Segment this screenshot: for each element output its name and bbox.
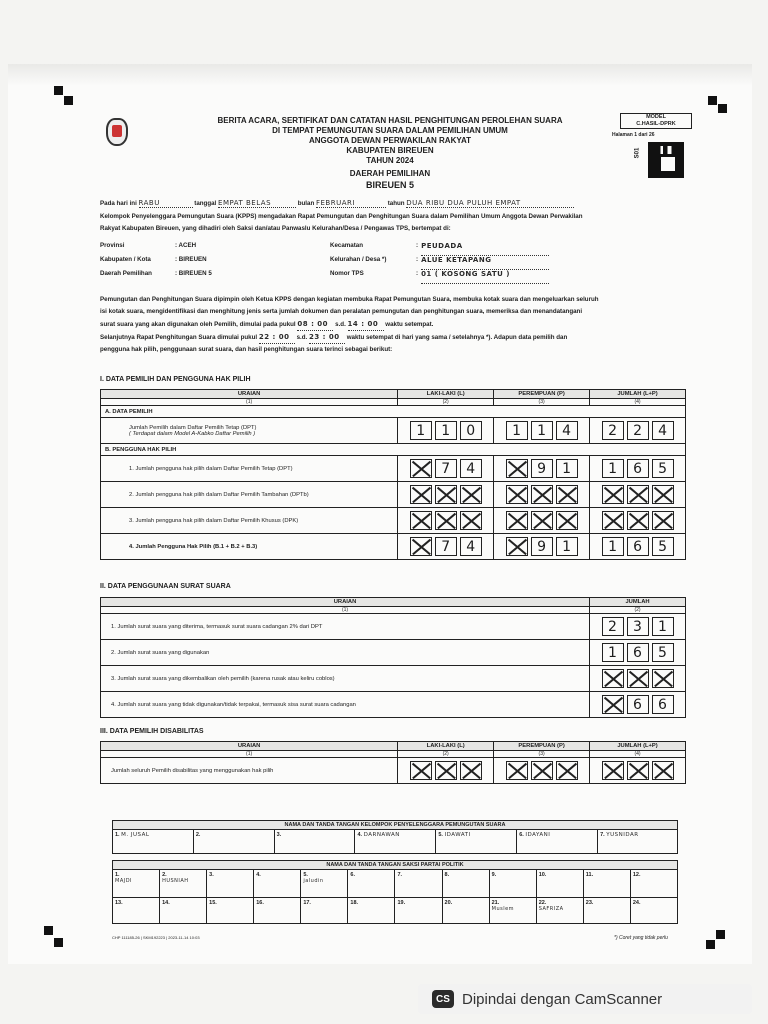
dpt-perempuan-cell [494,418,590,444]
provinsi-value: : ACEH [175,242,197,249]
digit-box: 1 [435,421,457,440]
saksi-cell [536,898,583,924]
digit-box [531,485,553,504]
table-row [101,456,686,482]
digit-box: 1 [531,421,553,440]
kpps-name: YUSNIDAR [606,832,639,838]
saksi-num: 4. [256,872,261,878]
title-line: ANGGOTA DEWAN PERWAKILAN RAKYAT [308,136,472,145]
saksi-cell [489,898,536,924]
col-num: (2) [398,399,494,406]
model-value: C.HASIL-DPRK [636,121,676,127]
digit-box [410,761,432,780]
kpps-num: 2. [195,832,201,838]
model-label: MODEL [646,114,666,120]
corner-marker [718,104,727,113]
b4-label: 4. Jumlah Pengguna Hak Pilih (B.1 + B.2 + B.3) [101,534,398,560]
digit-box [602,695,624,714]
table-header-row [113,821,678,830]
ss1-cell [590,614,686,640]
col-uraian: URAIAN [101,742,398,751]
saksi-num: 20. [444,900,453,906]
digit-box [602,511,624,530]
digit-box: 1 [506,421,528,440]
saksi-cell [301,898,348,924]
col-num: (1) [101,399,398,406]
kpps-row [113,830,678,854]
table-row [101,758,686,784]
corner-marker [716,930,725,939]
digit-box: 7 [435,459,457,478]
digit-box [652,485,674,504]
saksi-cell [207,870,254,898]
saksi-num: 17. [303,900,311,906]
b3-perempuan-cell [494,508,590,534]
digit-box: 5 [652,459,674,478]
title-line: KABUPATEN BIREUEN [346,146,434,155]
table-row [101,444,686,456]
digit-box [556,511,578,530]
table-row [101,692,686,718]
digit-box: 4 [652,421,674,440]
b1-perempuan-cell [494,456,590,482]
tahun-value: DUA RIBU DUA PULUH EMPAT [406,199,574,208]
b4-jumlah-cell [590,534,686,560]
kpps-cell [193,830,274,854]
kpps-name: IDAWATI [444,832,471,838]
col-num: (3) [494,751,590,758]
daerah-label: DAERAH PEMILIHAN [349,169,431,178]
intro-line: Rakyat Kabupaten Bireuen, yang dihadiri oleh Saksi dan/atau Panwaslu Kelurahan/Desa / Pengawas TPS, bertempat di: [100,225,451,232]
waktu-text: waktu setempat. [385,321,434,328]
col-perempuan: PEREMPUAN (P) [494,742,590,751]
saksi-name: SAFRIZA [538,906,564,912]
col-num: (2) [590,607,686,614]
paper-edge [8,64,752,86]
saksi-cell [160,870,207,898]
process-line: pengguna hak pilih, penggunaan surat suara, dan hasil penghitungan suara terinci sebagai berikut: [100,346,393,353]
saksi-num: 7. [397,872,403,878]
table-number-row [101,399,686,406]
dis-perempuan-cell [494,758,590,784]
saksi-num: 16. [256,900,264,906]
b1-jumlah-cell [590,456,686,482]
process-line [100,318,692,331]
table-row [101,482,686,508]
saksi-cell [630,898,677,924]
b3-jumlah-cell [590,508,686,534]
saksi-cell [348,898,395,924]
b3-label: 3. Jumlah pengguna hak pilih dalam Daftar Pemilih Khusus (DPK) [101,508,398,534]
col-laki: LAKI-LAKI (L) [398,742,494,751]
digit-box: 9 [531,459,553,478]
kelurahan-value: ALUE KETAPANG [421,256,549,270]
saksi-cell [395,870,442,898]
col-jumlah: JUMLAH (L+P) [590,390,686,399]
digit-box: 6 [627,643,649,662]
kecamatan-label: Kecamatan [330,242,364,249]
saksi-num: 8. [444,872,450,878]
digit-box [506,485,528,504]
corner-marker [64,96,73,105]
b4-perempuan-cell [494,534,590,560]
digit-box [627,669,649,688]
kpps-cell [517,830,598,854]
date-line [100,199,700,208]
digit-box: 4 [460,537,482,556]
ss2-label: 2. Jumlah surat suara yang digunakan [101,640,590,666]
digit-box: 1 [556,459,578,478]
saksi-row [113,898,678,924]
saksi-cell [489,870,536,898]
digit-box [460,511,482,530]
kpps-num: 4. [357,832,363,838]
ss4-cell [590,692,686,718]
digit-box: 6 [652,695,674,714]
saksi-num: 15. [209,900,217,906]
col-num: (3) [494,399,590,406]
ss4-label: 4. Jumlah surat suara yang tidak digunakan/tidak terpakai, termasuk sisa surat suara cadangan [101,692,590,718]
digit-box: 5 [652,537,674,556]
section-3-table [100,741,686,784]
kpps-name: IDAYANI [525,832,551,838]
digit-box [410,511,432,530]
intro-line: Kelompok Penyelenggara Pemungutan Suara (KPPS) mengadakan Rapat Pemungutan dan Penghitungan Suara dalam Pemilihan Umum Anggota Dewan Perwakilan [100,213,583,220]
ss2-cell [590,640,686,666]
table-row [101,614,686,640]
ss3-label: 3. Jumlah surat suara yang dikembalikan oleh pemilih (karena rusak atau keliru coblos) [101,666,590,692]
b2-label: 2. Jumlah pengguna hak pilih dalam Daftar Pemilih Tambahan (DPTb) [101,482,398,508]
digit-box [410,485,432,504]
saksi-num: 6. [350,872,355,878]
saksi-num: 9. [491,872,497,878]
page-indicator: Halaman 1 dari 26 [612,132,655,138]
process-line: Pemungutan dan Penghitungan Suara dipimpin oleh Ketua KPPS dengan kegiatan membuka Rapat Pemungutan Suara, membuka kotak suara dan mengeluarkan seluruh [100,296,599,303]
dpt-jumlah-cell [590,418,686,444]
title-line: BERITA ACARA, SERTIFIKAT DAN CATATAN HASIL PENGHITUNGAN PEROLEHAN SUARA [217,116,563,125]
saksi-num: 18. [350,900,359,906]
model-box [620,113,692,129]
saksi-cell [301,870,348,898]
digit-box [531,761,553,780]
digit-box [435,761,457,780]
digit-box: 1 [602,643,624,662]
kabupaten-value: : BIREUEN [175,256,207,263]
kpps-cell [355,830,436,854]
saksi-num: 10. [538,872,547,878]
saksi-cell [254,870,301,898]
saksi-row [113,870,678,898]
digit-box: 5 [652,643,674,662]
kecamatan-value: PEUDADA [421,242,549,256]
saksi-cell [536,870,583,898]
process-line [100,331,692,344]
dapil-value: : BIREUEN 5 [175,270,212,277]
digit-box [506,537,528,556]
document-title [150,116,630,191]
b1-laki-cell [398,456,494,482]
table-header-row [101,742,686,751]
digit-box [460,761,482,780]
section-a-label: A. DATA PEMILIH [101,406,686,418]
saksi-cell [395,898,442,924]
digit-box: 2 [602,617,624,636]
saksi-cell [113,870,160,898]
location-left [100,242,212,284]
saksi-title: NAMA DAN TANDA TANGAN SAKSI PARTAI POLITIK [113,861,678,870]
saksi-name: jaludin [303,878,324,884]
saksi-num: 21. [491,900,500,906]
saksi-num: 14. [162,900,170,906]
section-b-label: B. PENGGUNA HAK PILIH [101,444,686,456]
col-laki: LAKI-LAKI (L) [398,390,494,399]
tanggal-value: EMPAT BELAS [218,199,296,208]
saksi-cell [583,898,630,924]
saksi-num: 22. [538,900,547,906]
footer-code: CHP 111185-26 | SKM192223 | 2023-11-14 10:03 [112,935,200,940]
bulan-label: bulan [297,200,315,207]
kpps-num: 7. [600,832,605,838]
tps-value: 01 ( KOSONG SATU ) [421,270,549,284]
saksi-num: 24. [632,900,641,906]
table-row [101,508,686,534]
section-2-title: II. DATA PENGGUNAAN SURAT SUARA [100,583,231,590]
digit-box: 1 [602,459,624,478]
col-num: (4) [590,751,686,758]
digit-box [506,761,528,780]
b2-perempuan-cell [494,482,590,508]
digit-box: 4 [460,459,482,478]
table-row [101,640,686,666]
kpps-cell [113,830,194,854]
saksi-num: 2. [162,872,167,878]
digit-box [556,761,578,780]
digit-box: 6 [627,537,649,556]
digit-box: 3 [627,617,649,636]
camscanner-label: Dipindai dengan CamScanner [462,990,663,1008]
col-perempuan: PEREMPUAN (P) [494,390,590,399]
col-uraian: URAIAN [101,390,398,399]
hari-value: RABU [139,199,193,208]
saksi-num: 13. [115,900,123,906]
table-row [101,406,686,418]
saksi-num: 1. [115,872,120,878]
kpps-num: 5. [438,832,443,838]
saksi-name: MAJDI [115,878,133,884]
section-1-title: I. DATA PEMILIH DAN PENGGUNA HAK PILIH [100,376,251,383]
ss3-cell [590,666,686,692]
digit-box: 4 [556,421,578,440]
saksi-num: 3. [209,872,214,878]
saksi-cell [160,898,207,924]
title-line: TAHUN 2024 [366,156,414,165]
table-header-row [113,861,678,870]
dapil-label: Daerah Pemilihan [100,270,152,277]
digit-box [410,537,432,556]
digit-box: 2 [627,421,649,440]
kpps-num: 1. [115,832,120,838]
tps-label: Nomor TPS [330,270,364,277]
b4-laki-cell [398,534,494,560]
digit-box [652,761,674,780]
digit-box [602,761,624,780]
intro-paragraph [100,213,696,233]
col-num: (4) [590,399,686,406]
saksi-name: HUSNIAH [162,878,189,884]
digit-box [506,459,528,478]
corner-marker [706,940,715,949]
b2-laki-cell [398,482,494,508]
count-from: 22 : 00 [259,331,295,344]
col-jumlah: JUMLAH [590,598,686,607]
digit-box [531,511,553,530]
table-number-row [101,607,686,614]
dpt-laki-cell [398,418,494,444]
sd-text: s.d. [335,321,346,328]
kpps-cell [598,830,678,854]
kpps-name: DARNAWAN [363,832,400,838]
tanggal-label: tanggal [194,200,217,207]
start-to: 14 : 00 [348,318,384,331]
saksi-cell [207,898,254,924]
camscanner-icon: CS [432,990,454,1008]
saksi-signature-table [112,860,678,924]
col-uraian: URAIAN [101,598,590,607]
kpps-name: M. JUSAL [121,832,150,838]
corner-marker [44,926,53,935]
b1-label: 1. Jumlah pengguna hak pilih dalam Daftar Pemilih Tetap (DPT) [101,456,398,482]
process-text: waktu setempat di hari yang sama / setelahnya *). Adapun data pemilih dan [346,334,568,341]
table-header-row [101,598,686,607]
saksi-cell [583,870,630,898]
section-2-table [100,597,686,718]
digit-box: 1 [556,537,578,556]
bulan-value: FEBRUARI [316,199,386,208]
digit-box [556,485,578,504]
digit-box [652,511,674,530]
kabupaten-label: Kabupaten / Kota [100,256,151,263]
digit-box [627,485,649,504]
table-row [101,534,686,560]
saksi-name: Muslem [491,906,515,912]
digit-box [652,669,674,688]
table-header-row [101,390,686,399]
digit-box: 2 [602,421,624,440]
sd-text: s.d. [296,334,308,341]
saksi-num: 23. [585,900,594,906]
saksi-cell [113,898,160,924]
dpt-label: Jumlah Pemilih dalam Daftar Pemilih Tetap (DPT) [129,424,257,431]
digit-box: 0 [460,421,482,440]
start-from: 08 : 00 [297,318,333,331]
digit-box [627,511,649,530]
kpps-cell [274,830,355,854]
digit-box [435,511,457,530]
footer-note: *) Coret yang tidak perlu [614,935,668,941]
saksi-num: 19. [397,900,406,906]
corner-marker [54,938,63,947]
col-num: (1) [101,607,590,614]
digit-box: 6 [627,459,649,478]
digit-box [602,669,624,688]
digit-box: 1 [410,421,432,440]
digit-box [506,511,528,530]
corner-marker [708,96,717,105]
table-row [101,666,686,692]
digit-box: 7 [435,537,457,556]
section-3-title: III. DATA PEMILIH DISABILITAS [100,728,204,735]
dis-jumlah-cell [590,758,686,784]
col-num: (2) [398,751,494,758]
saksi-num: 5. [303,872,308,878]
kpps-num: 6. [519,832,524,838]
daerah-value: BIREUEN 5 [365,180,414,190]
digit-box [435,485,457,504]
kelurahan-label: Kelurahan / Desa *) [330,256,387,263]
saksi-cell [630,870,677,898]
kpu-logo [106,118,128,146]
digit-box [627,761,649,780]
kpps-cell [436,830,517,854]
digit-box [410,459,432,478]
corner-marker [54,86,63,95]
count-to: 23 : 00 [309,331,345,344]
dpt-note: ( Terdapat dalam Model A-Kabko Daftar Pemilih ) [129,430,256,437]
process-paragraph [100,294,692,356]
process-text: surat suara yang akan digunakan oleh Pemilih, dimulai pada pukul [100,321,296,328]
table-row [101,418,686,444]
col-jumlah: JUMLAH (L+P) [590,742,686,751]
saksi-cell [254,898,301,924]
digit-box: 9 [531,537,553,556]
process-text: Selanjutnya Rapat Penghitungan Suara dimulai pukul [100,334,258,341]
kpps-signature-table [112,820,678,854]
digit-box: 1 [602,537,624,556]
b2-jumlah-cell [590,482,686,508]
dis-laki-cell [398,758,494,784]
location-right: Kecamatan : PEUDADA Kelurahan / Desa *) : ALUE KETAPANG Nomor TPS : 01 ( KOSONG SATU ) [330,242,549,284]
b3-laki-cell [398,508,494,534]
digit-box [460,485,482,504]
kpps-num: 3. [276,832,282,838]
tahun-label: tahun [387,200,405,207]
saksi-cell [348,870,395,898]
title-line: DI TEMPAT PEMUNGUTAN SUARA DALAM PEMILIHAN UMUM [272,126,508,135]
digit-box [602,485,624,504]
digit-box: 1 [652,617,674,636]
saksi-num: 12. [632,872,641,878]
saksi-cell [442,870,489,898]
saksi-num: 11. [585,872,594,878]
col-num: (1) [101,751,398,758]
table-number-row [101,751,686,758]
qr-code-icon [648,142,684,178]
disabilitas-label: Jumlah seluruh Pemilih disabilitas yang menggunakan hak pilih [101,758,398,784]
ss1-label: 1. Jumlah surat suara yang diterima, termasuk surat suara cadangan 2% dari DPT [101,614,590,640]
dpt-row-label [101,418,398,444]
form-code: S01 [634,147,641,159]
saksi-cell [442,898,489,924]
pada-hari-label: Pada hari ini [100,200,137,207]
section-1-table [100,389,686,560]
process-line: isi kotak suara, mengidentifikasi dan menghitung jenis serta jumlah dokumen dan peralatan pemungutan dan penghitungan suara, memeriksa dan menandatangani [100,308,583,315]
digit-box: 6 [627,695,649,714]
provinsi-label: Provinsi [100,242,125,249]
camscanner-watermark [418,984,752,1014]
kpps-title: NAMA DAN TANDA TANGAN KELOMPOK PENYELENGGARA PEMUNGUTAN SUARA [113,821,678,830]
